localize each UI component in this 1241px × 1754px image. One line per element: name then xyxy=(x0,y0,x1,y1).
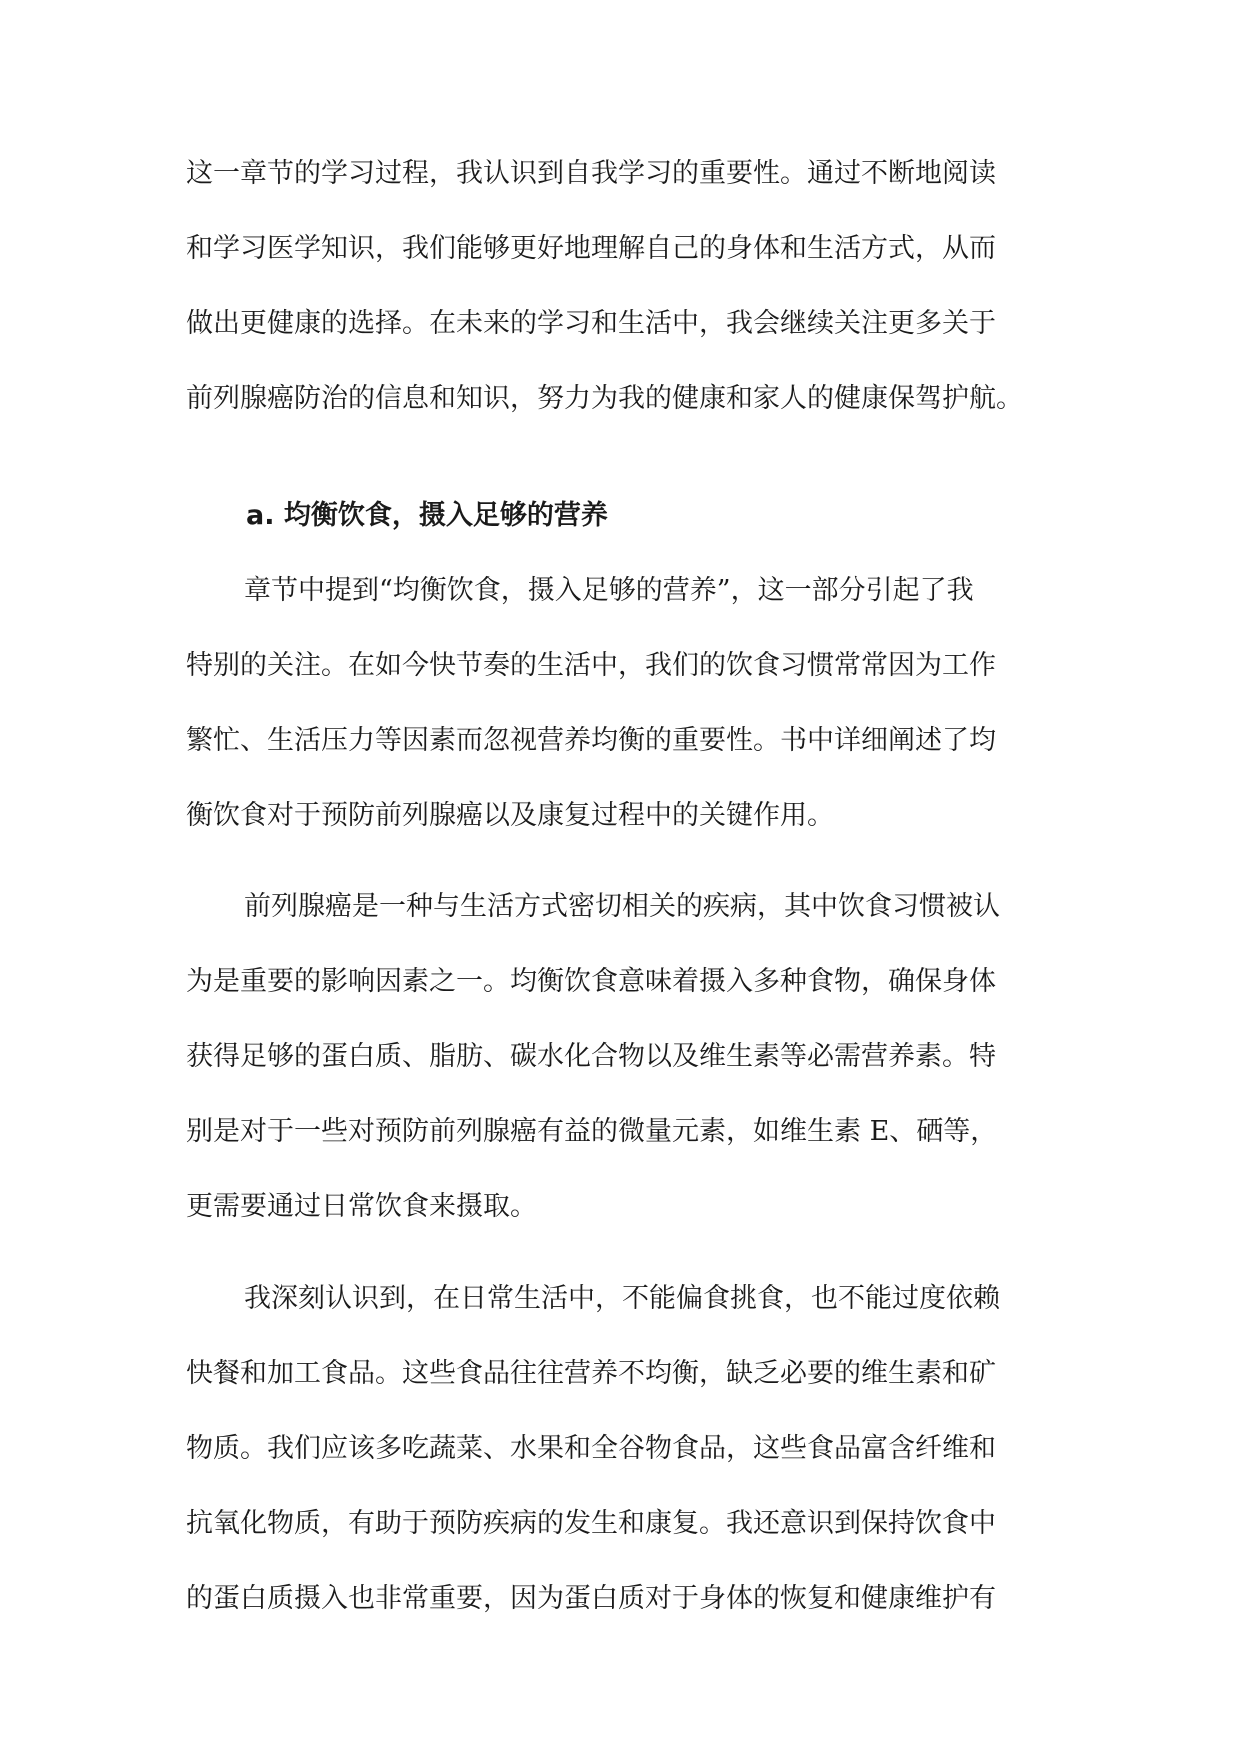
paragraph-line: 前列腺癌是一种与生活方式密切相关的疾病，其中饮食习惯被认 xyxy=(244,891,1000,922)
paragraph-line: 物质。我们应该多吃蔬菜、水果和全谷物食品，这些食品富含纤维和 xyxy=(186,1433,996,1464)
paragraph-line: 为是重要的影响因素之一。均衡饮食意味着摄入多种食物，确保身体 xyxy=(186,966,996,997)
paragraph-line: 繁忙、生活压力等因素而忽视营养均衡的重要性。书中详细阐述了均 xyxy=(186,725,996,756)
paragraph-daily-life xyxy=(186,1261,1056,1636)
paragraph-line: 前列腺癌防治的信息和知识，努力为我的健康和家人的健康保驾护航。 xyxy=(186,383,1023,414)
paragraph-line: 别是对于一些对预防前列腺癌有益的微量元素，如维生素 E、硒等， xyxy=(186,1116,998,1147)
paragraph-line: 做出更健康的选择。在未来的学习和生活中，我会继续关注更多关于 xyxy=(186,308,996,339)
paragraph-line: 衡饮食对于预防前列腺癌以及康复过程中的关键作用。 xyxy=(186,800,834,831)
paragraph-line: 这一章节的学习过程，我认识到自我学习的重要性。通过不断地阅读 xyxy=(186,158,996,189)
paragraph-line: 的蛋白质摄入也非常重要，因为蛋白质对于身体的恢复和健康维护有 xyxy=(186,1583,996,1614)
paragraph-balanced-diet xyxy=(186,553,1056,853)
paragraph-line: 和学习医学知识，我们能够更好地理解自己的身体和生活方式，从而 xyxy=(186,233,996,264)
paragraph-prostate-cancer xyxy=(186,869,1056,1244)
paragraph-line: 获得足够的蛋白质、脂肪、碳水化合物以及维生素等必需营养素。特 xyxy=(186,1041,996,1072)
paragraph-line: 快餐和加工食品。这些食品往往营养不均衡，缺乏必要的维生素和矿 xyxy=(186,1358,996,1389)
paragraph-line: 更需要通过日常饮食来摄取。 xyxy=(186,1191,537,1222)
section-heading: a. 均衡饮食，摄入足够的营养 xyxy=(246,500,608,531)
paragraph-line: 章节中提到“均衡饮食，摄入足够的营养”，这一部分引起了我 xyxy=(244,575,974,606)
paragraph-line: 特别的关注。在如今快节奏的生活中，我们的饮食习惯常常因为工作 xyxy=(186,650,996,681)
paragraph-intro xyxy=(186,136,1056,436)
paragraph-line: 抗氧化物质，有助于预防疾病的发生和康复。我还意识到保持饮食中 xyxy=(186,1508,996,1539)
paragraph-line: 我深刻认识到，在日常生活中，不能偏食挑食，也不能过度依赖 xyxy=(244,1283,1000,1314)
